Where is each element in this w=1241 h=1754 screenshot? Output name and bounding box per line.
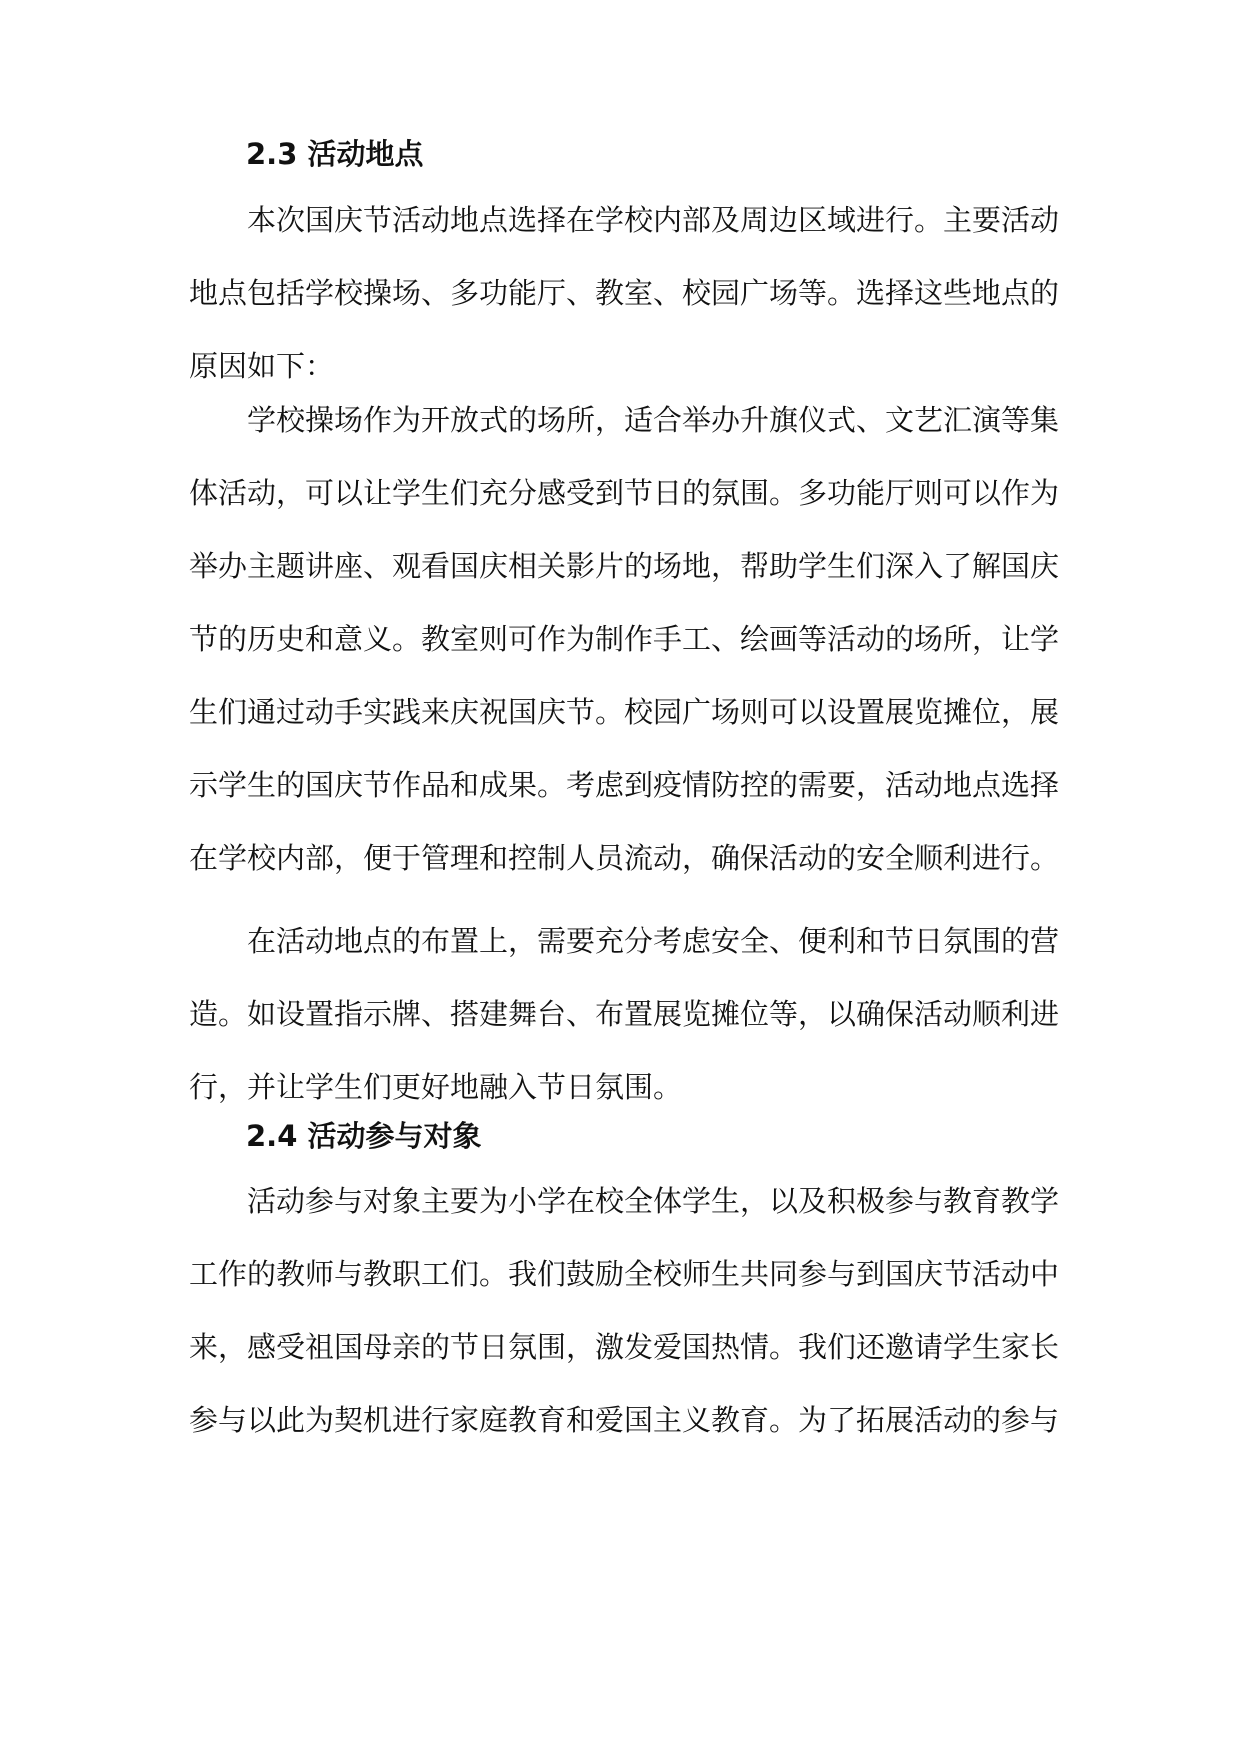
section-heading-2-4: 2.4 活动参与对象	[246, 1119, 482, 1153]
section-heading-2-3: 2.3 活动地点	[246, 137, 424, 171]
paragraph-locations-intro: 本次国庆节活动地点选择在学校内部及周边区域进行。主要活动地点包括学校操场、多功能厅、教室、校园广场等。选择这些地点的原因如下：	[189, 203, 1060, 383]
paragraph-locations-reasons: 学校操场作为开放式的场所，适合举办升旗仪式、文艺汇演等集体活动，可以让学生们充分感受到节日的氛围。多功能厅则可以作为举办主题讲座、观看国庆相关影片的场地，帮助学生们深入了解国庆节的历史和意义。教室则可作为制作手工、绘画等活动的场所，让学生们通过动手实践来庆祝国庆节。校园广场则可以设置展览摊位，展示学生的国庆节作品和成果。考虑到疫情防控的需要，活动地点选择在学校内部，便于管理和控制人员流动，确保活动的安全顺利进行。	[189, 403, 1060, 875]
paragraph-participants: 活动参与对象主要为小学在校全体学生，以及积极参与教育教学工作的教师与教职工们。我们鼓励全校师生共同参与到国庆节活动中来，感受祖国母亲的节日氛围，激发爱国热情。我们还邀请学生家长参与以此为契机进行家庭教育和爱国主义教育。为了拓展活动的参与	[189, 1184, 1060, 1437]
paragraph-locations-layout: 在活动地点的布置上，需要充分考虑安全、便利和节日氛围的营造。如设置指示牌、搭建舞台、布置展览摊位等，以确保活动顺利进行，并让学生们更好地融入节日氛围。	[189, 924, 1060, 1104]
